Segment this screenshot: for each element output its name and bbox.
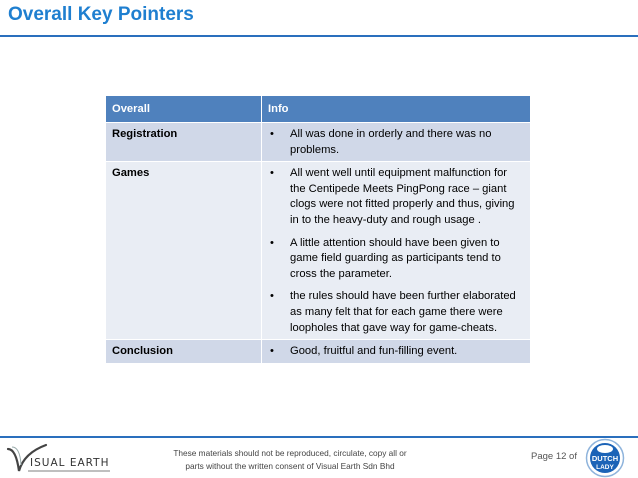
bullet-item bbox=[270, 166, 524, 228]
footer-divider bbox=[0, 436, 638, 438]
bullet-item bbox=[270, 236, 524, 283]
footer-disclaimer bbox=[150, 447, 430, 472]
row-info bbox=[262, 162, 531, 340]
disclaimer-line: These materials should not be reproduced, circulate, copy all or bbox=[173, 448, 407, 458]
bullet-item bbox=[270, 127, 524, 158]
bullet-dot: • bbox=[270, 128, 274, 140]
header-overall: Overall bbox=[106, 96, 262, 123]
bullet-text: Good, fruitful and fun-filling event. bbox=[290, 345, 458, 358]
disclaimer-line: parts without the written consent of Visual Earth Sdn Bhd bbox=[185, 460, 395, 471]
header-info: Info bbox=[262, 96, 531, 123]
bullet-item bbox=[270, 289, 524, 336]
dutch-lady-logo-line1: DUTCH bbox=[591, 454, 619, 463]
row-info bbox=[262, 123, 531, 162]
bullet-dot: • bbox=[270, 236, 274, 249]
row-info bbox=[262, 340, 531, 363]
table-row-registration bbox=[106, 123, 531, 162]
table-header-row bbox=[106, 96, 531, 123]
bullet-list bbox=[270, 344, 524, 360]
slide-title: Overall Key Pointers bbox=[8, 4, 194, 25]
bullet-item bbox=[270, 344, 524, 360]
bullet-dot: • bbox=[270, 290, 274, 303]
row-label: Registration bbox=[106, 123, 262, 162]
row-label: Conclusion bbox=[106, 340, 262, 363]
bullet-list bbox=[270, 166, 524, 336]
bullet-dot: • bbox=[270, 345, 274, 358]
bullet-dot: • bbox=[270, 167, 274, 180]
bullet-text: All went well until equipment malfunction for the Centipede Meets PingPong race – giant clogs were not fitted properly and thus, giving in to the heavy-duty and rough usage . bbox=[290, 167, 515, 226]
dutch-lady-logo-icon bbox=[584, 438, 626, 478]
bullet-list bbox=[270, 127, 524, 158]
page-number: Page 12 of bbox=[531, 451, 577, 462]
bullet-text: All was done in orderly and there was no problems. bbox=[290, 128, 492, 156]
visual-earth-logo-text: ISUAL EARTH bbox=[30, 457, 110, 469]
bullet-text: the rules should have been further elaborated as many felt that for each game there were loopholes that gave way for game-cheats. bbox=[290, 290, 516, 334]
table-row-games bbox=[106, 162, 531, 340]
bullet-text: A little attention should have been given to game field guarding as participants tend to cross the parameter. bbox=[290, 236, 501, 280]
key-pointers-table bbox=[106, 96, 531, 363]
dutch-lady-logo-line2: LADY bbox=[596, 464, 614, 471]
title-divider bbox=[0, 35, 638, 37]
row-label: Games bbox=[106, 162, 262, 340]
table-row-conclusion bbox=[106, 340, 531, 363]
